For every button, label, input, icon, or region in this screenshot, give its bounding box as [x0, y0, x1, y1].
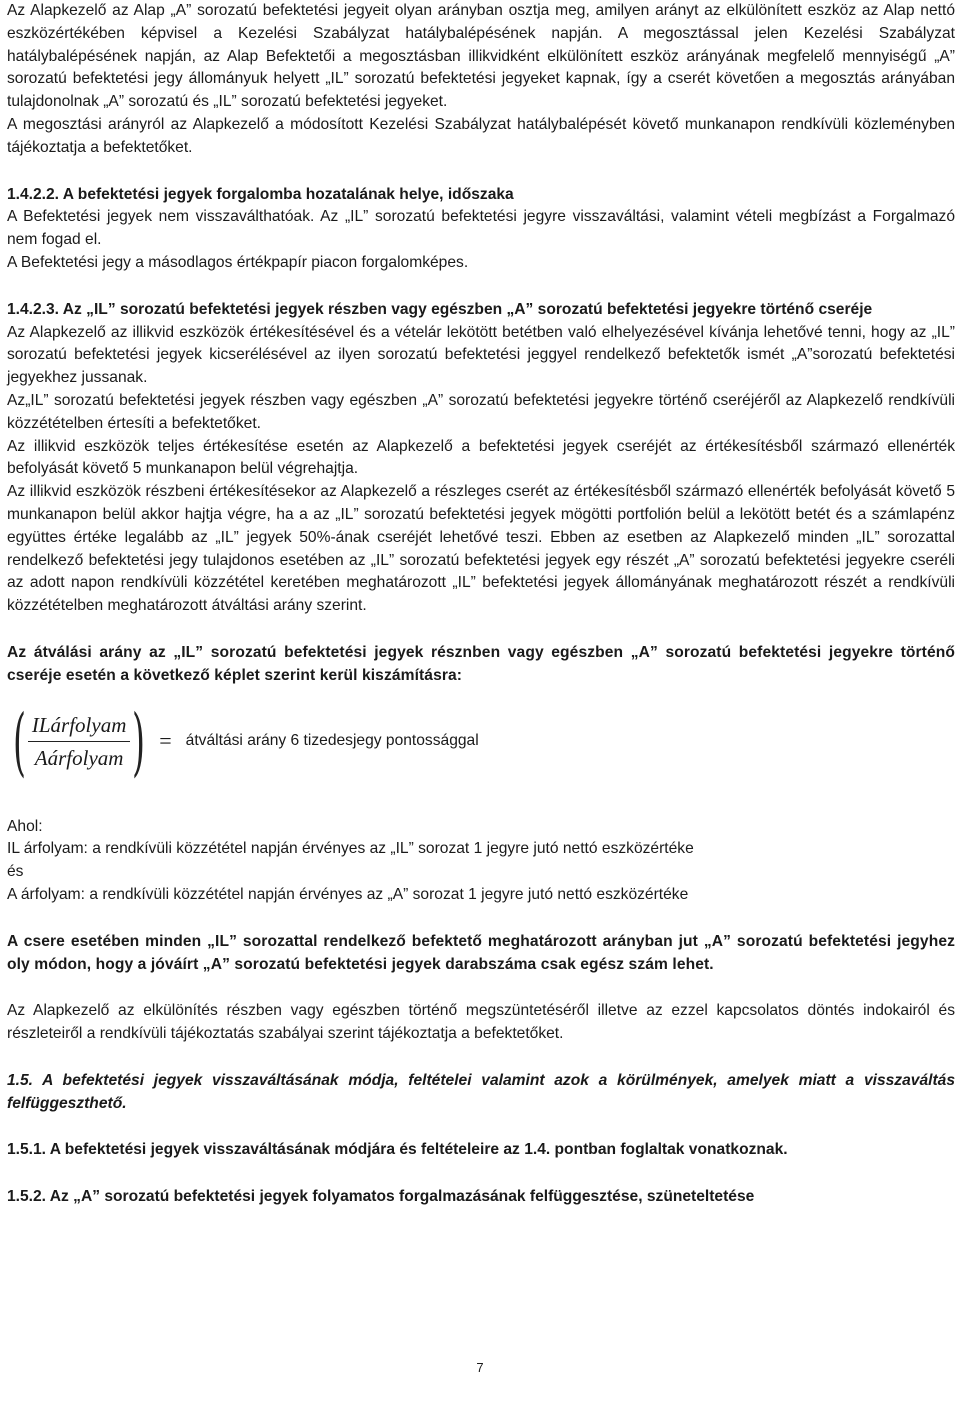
exchange-rule: A csere esetében minden „IL” sorozattal rendelkező befektető meghatározott arányban jut „A” sorozatú befektetési jegyhez oly módon, hogy a jóváírt „A” sorozatú befektetési jegyek darabszáma csak egész szám lehet.: [7, 932, 955, 973]
section-1423-heading: 1.4.2.3. Az „IL” sorozatú befektetési jegyek részben vagy egészben „A” sorozatú befektetési jegyekre történő cseréje: [7, 300, 873, 318]
left-parenthesis: (: [12, 698, 26, 785]
section-152-heading: 1.5.2. Az „A” sorozatú befektetési jegyek folyamatos forgalmazásának felfüggesztése, szüneteltetése: [7, 1188, 755, 1206]
intro-paragraph-1: Az Alapkezelő az Alap „A” sorozatú befektetési jegyeit olyan arányban osztja meg, amilyen arányt az elkülönített eszköz az Alap nettó eszközértékében képvisel a Kezelési Szabályzat hatálybalépésének napján. A megosztással jelen Kezelési Szabályzat hatálybalépésének napján, az Alap Befektetői a megosztásban illikvidként elkülönített eszköz arányának megfelelő mennyiségű „A” sorozatú befektetési jegy állományuk helyett „IL” sorozatú befektetési jegyeket kapnak, így a cserét követően a megosztás arányában tulajdonolnak „A” sorozatú és „IL” sorozatú befektetési jegyeket.: [7, 2, 955, 111]
right-parenthesis: ): [132, 698, 146, 785]
definition-intro: Ahol:: [7, 817, 43, 835]
termination-paragraph: Az Alapkezelő az elkülönítés részben vagy egészben történő megszüntetéséről illetve az ezzel kapcsolatos döntés indokairól és részleteiről a rendkívüli tájékoztatás szabályai szerint tájékoztatja a befektetőket.: [7, 1002, 955, 1043]
conversion-formula: [5, 698, 955, 785]
section-1422-heading: 1.4.2.2. A befektetési jegyek forgalomba hozatalának helye, időszaka: [7, 185, 514, 203]
section-1423-paragraph-3: Az illikvid eszközök teljes értékesítése esetén az Alapkezelő a befektetési jegyek cseréjét az értékesítésből származó ellenérték befolyását követő 5 munkanapon belül végrehajtja.: [7, 437, 955, 478]
formula-numerator: ILárfolyam: [28, 711, 131, 742]
intro-paragraph-2: A megosztási arányról az Alapkezelő a módosított Kezelési Szabályzat hatálybalépését követő munkanapon rendkívüli közleményben tájékoztatja a befektetőket.: [7, 115, 955, 156]
definition-a-price: A árfolyam: a rendkívüli közzététel napján érvényes az „A” sorozat 1 jegyre jutó nettó eszközértéke: [7, 885, 689, 903]
section-1423-paragraph-2: Az„IL” sorozatú befektetési jegyek részben vagy egészben „A” sorozatú befektetési jegyekre történő cseréjéről az Alapkezelő rendkívüli közzétételben értesíti a befektetőket.: [7, 391, 955, 432]
section-1423-paragraph-1: Az Alapkezelő az illikvid eszközök értékesítésével és a vételár lekötött betétben való elhelyezésével kívánja lehetővé tenni, hogy az „IL” sorozatú befektetési jegyek kicserélésével az ilyen sorozatú befektetési jeggyel rendelkező befektetők ismét „A”sorozatú befektetési jegyekhez jussanak.: [7, 323, 955, 387]
definition-il-price: IL árfolyam: a rendkívüli közzététel napján érvényes az „IL” sorozat 1 jegyre jutó nettó eszközértéke: [7, 840, 694, 858]
section-1422-paragraph-2: A Befektetési jegy a másodlagos értékpapír piacon forgalomképes.: [7, 253, 469, 271]
section-1423-paragraph-4: Az illikvid eszközök részbeni értékesítésekor az Alapkezelő a részleges cserét az értékesítésből származó ellenérték befolyását követő 5 munkanapon belül akkor hajtja végre, ha a az „IL” sorozatú befektetési jegyek mögötti portfolión belül a lekötött betét és a számlapénz együttes értéke legalább az „IL” jegyek 50%-ának cseréjét lehetővé teszi. Ebben az esetben az Alapkezelő minden „IL” sorozattal rendelkező befektetési jegy tulajdonos esetében az „IL” sorozatú befektetési jegyek egy részét „A” sorozatú befektetési jegyekre cseréli az adott napon rendkívüli közzététel keretében meghatározott „IL” befektetési jegyek állományának meghatározott részét a rendkívüli közzétételben meghatározott átváltási arány szerint.: [7, 483, 955, 615]
conversion-heading: Az átválási arány az „IL” sorozatú befektetési jegyek résznben vagy egészben „A” sorozatú befektetési jegyekre történő cseréje esetén a következő képlet szerint kerül kiszámításra:: [7, 643, 955, 684]
fraction: [28, 711, 131, 772]
page-number: 7: [476, 1360, 484, 1375]
section-1422-paragraph-1: A Befektetési jegyek nem visszaválthatóak. Az „IL” sorozatú befektetési jegyre visszaváltási, valamint vételi megbízást a Forgalmazó nem fogad el.: [7, 208, 955, 249]
formula-equals: =: [159, 728, 172, 754]
document-page: [7, 0, 955, 1209]
formula-result-text: átváltási arány 6 tizedesjegy pontossággal: [185, 732, 479, 750]
section-15-heading: 1.5. A befektetési jegyek visszaváltásának módja, feltételei valamint azok a körülmények, amelyek miatt a visszaváltás felfüggeszthető.: [7, 1071, 955, 1112]
formula-denominator: Aárfolyam: [34, 746, 124, 771]
definition-conjunction: és: [7, 863, 24, 881]
section-151-heading: 1.5.1. A befektetési jegyek visszaváltásának módjára és feltételeire az 1.4. pontban foglaltak vonatkoznak.: [7, 1141, 788, 1159]
